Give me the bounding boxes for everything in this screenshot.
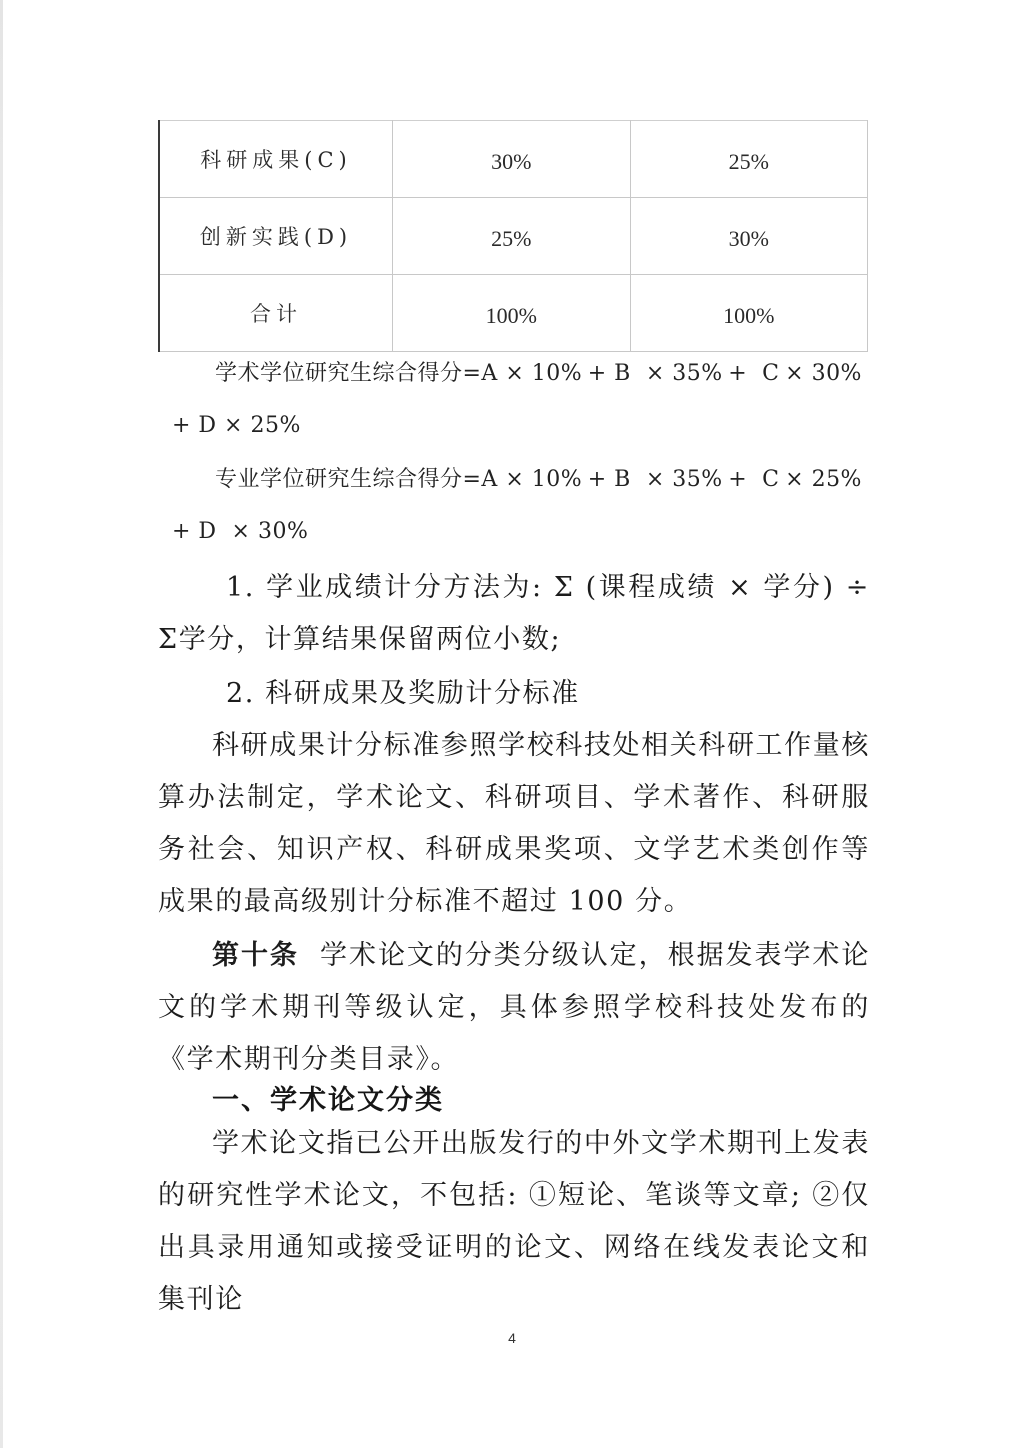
table-row [159,275,868,352]
article-ten-title: 第十条 [212,940,299,971]
formula-part: + B × 35% [587,361,723,386]
formula-part: 专业学位研究生综合得分=A × 10% [215,467,583,492]
score-weight-table [158,120,868,352]
formula-part: + C [728,361,780,386]
grade-calculation-item: 1. 学业成绩计分方法为: Σ (课程成绩 × 学分) ÷ Σ学分，计算结果保留两位小数; [158,572,870,655]
formula-part: × 30% [785,361,862,386]
formula-continuation: + D × 25% [172,413,301,438]
table-row [159,121,868,198]
row-label-total: 合计 [159,275,393,352]
professional-weight-total: 100% [630,275,868,352]
formula-part: + B × 35% [587,467,723,492]
academic-weight-innovation: 25% [393,198,631,275]
research-scoring-body: 科研成果计分标准参照学校科技处相关科研工作量核算办法制定，学术论文、科研项目、学术著作、科研服务社会、知识产权、科研成果奖项、文学艺术类创作等成果的最高级别计分标准不超过 100 分。 [158,730,870,917]
formula-part: 学术学位研究生综合得分=A × 10% [215,361,583,386]
article-ten [158,930,870,1086]
scan-edge [0,0,3,1448]
professional-weight-innovation: 30% [630,198,868,275]
formula-part: + C [728,467,780,492]
academic-score-formula [172,348,862,452]
academic-weight-research: 30% [393,121,631,198]
page-number: 4 [508,1330,516,1346]
row-label-research: 科研成果(C) [159,121,393,198]
professional-weight-research: 25% [630,121,868,198]
professional-score-formula [172,454,862,558]
article-ten-body: 学术论文的分类分级认定，根据发表学术论文的学术期刊等级认定，具体参照学校科技处发布的《学术期刊分类目录》。 [158,940,870,1075]
section-body: 学术论文指已公开出版发行的中外文学术期刊上发表的研究性学术论文，不包括: ①短论、笔谈等文章; ②仅出具录用通知或接受证明的论文、网络在线发表论文和集刊论 [158,1128,870,1315]
row-label-innovation: 创新实践(D) [159,198,393,275]
formula-continuation: + D × 30% [172,519,309,544]
table-row [159,198,868,275]
academic-weight-total: 100% [393,275,631,352]
section-heading: 一、学术论文分类 [212,1085,444,1116]
formula-part: × 25% [785,467,862,492]
research-scoring-item: 2. 科研成果及奖励计分标准 [226,678,580,709]
